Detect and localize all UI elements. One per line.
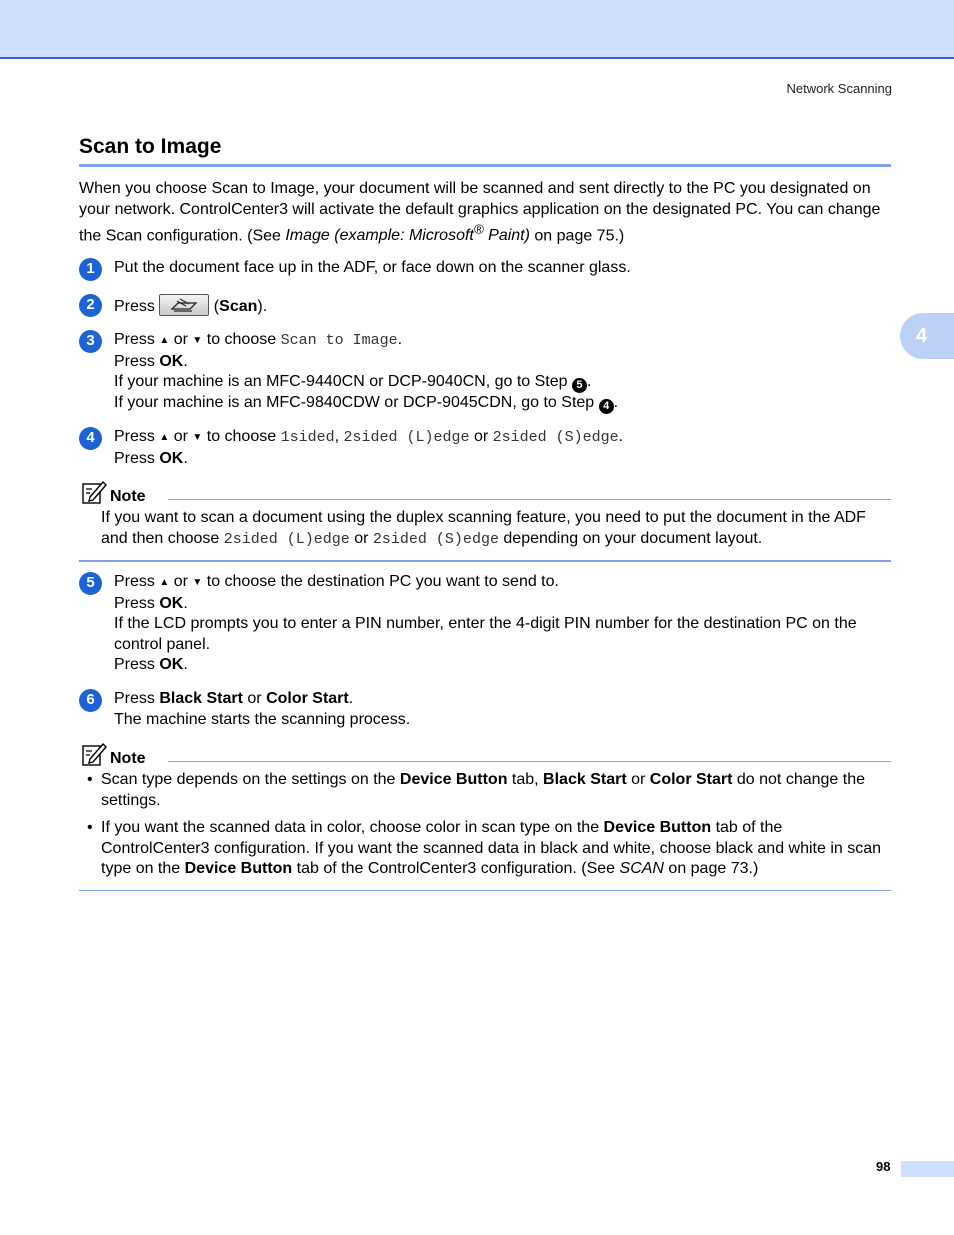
note-label: Note — [110, 750, 146, 767]
page-number-bar — [901, 1161, 954, 1177]
running-head: Network Scanning — [786, 81, 892, 96]
step-line: Press OK. — [114, 656, 188, 673]
step-line: Press OK. — [114, 449, 188, 467]
step-2 — [79, 294, 894, 318]
step-ref-badge: 5 — [572, 378, 587, 393]
up-arrow-icon: ▲ — [159, 432, 170, 443]
ok-key-label: OK — [159, 594, 184, 612]
black-start-key-label: Black Start — [159, 690, 243, 707]
step-line: If the LCD prompts you to enter a PIN number, enter the 4-digit PIN number for the destination PC on the control panel. — [114, 615, 857, 653]
header-band — [0, 0, 954, 59]
chapter-tab[interactable]: 4 — [900, 313, 954, 359]
step-text: Put the document face up in the ADF, or face down on the scanner glass. — [114, 259, 631, 276]
step-6 — [79, 689, 894, 730]
list-item: • Scan type depends on the settings on the Device Button tab, Black Start or Color Start do not change the settings. — [87, 771, 865, 809]
intro-paragraph: When you choose Scan to Image, your document will be scanned and sent directly to the PC you designated on your network. ControlCenter3 will activate the default graphics application on the designated PC. You can change the Scan configuration. (See Image (example: Microsoft® Paint) on page 75.) — [79, 180, 881, 245]
bullet-icon: • — [87, 771, 93, 788]
note-bullet-list — [87, 770, 891, 880]
lcd-option: 1sided — [280, 429, 335, 446]
scan-key-label: Scan — [219, 298, 258, 315]
page-number: 98 — [876, 1159, 891, 1174]
step-line: If your machine is an MFC-9440CN or DCP-9040CN, go to Step 5 . — [114, 373, 592, 391]
step-line: Press ▲ or ▼ to choose the destination PC you want to send to. — [114, 573, 559, 590]
step-5 — [79, 572, 894, 676]
step-1 — [79, 258, 894, 279]
lcd-option: Scan to Image — [280, 332, 398, 349]
down-arrow-icon: ▼ — [192, 432, 203, 443]
step-ref-badge: 4 — [599, 399, 614, 414]
cross-reference-link[interactable]: Image (example: Microsoft® Paint) — [285, 222, 530, 245]
color-start-key-label: Color Start — [266, 690, 349, 707]
note-box — [79, 747, 891, 891]
note-pencil-icon — [81, 741, 107, 767]
ok-key-label: OK — [159, 656, 184, 673]
lcd-option: 2sided (L)edge — [343, 429, 470, 446]
step-line: Press Black Start or Color Start. — [114, 690, 354, 707]
note-label: Note — [110, 488, 146, 505]
step-number-badge: 6 — [79, 689, 102, 712]
note-text: If you want to scan a document using the duplex scanning feature, you need to put the document in the ADF and then choose 2sided (L)edge or 2sided (S)edge depending on your document layout. — [101, 509, 866, 548]
lcd-option: 2sided (L)edge — [223, 530, 350, 548]
step-line: The machine starts the scanning process. — [114, 710, 411, 728]
step-number-badge: 1 — [79, 258, 102, 281]
step-line: Press ▲ or ▼ to choose 1sided, 2sided (L)edge or 2sided (S)edge. — [114, 428, 624, 446]
step-number-badge: 2 — [79, 294, 102, 317]
note-divider — [168, 761, 891, 762]
step-3 — [79, 330, 894, 414]
step-number-badge: 4 — [79, 427, 102, 450]
cross-reference-link[interactable]: SCAN — [619, 860, 664, 877]
ok-key-label: OK — [159, 352, 184, 370]
step-number-badge: 3 — [79, 330, 102, 353]
step-line: Press OK. — [114, 352, 188, 370]
step-number-badge: 5 — [79, 572, 102, 595]
section-title: Scan to Image — [79, 135, 891, 167]
lcd-option: 2sided (S)edge — [492, 429, 619, 446]
up-arrow-icon: ▲ — [159, 577, 170, 588]
step-line: Press OK. — [114, 594, 188, 612]
note-divider — [168, 499, 891, 500]
note-pencil-icon — [81, 479, 107, 505]
down-arrow-icon: ▼ — [192, 577, 203, 588]
ok-key-label: OK — [159, 449, 184, 467]
step-line: If your machine is an MFC-9840CDW or DCP-9045CDN, go to Step 4 . — [114, 393, 619, 412]
note-box — [79, 485, 891, 562]
bullet-icon: • — [87, 819, 93, 836]
step-4 — [79, 427, 894, 469]
step-line: Press ▲ or ▼ to choose Scan to Image. — [114, 331, 403, 349]
scan-button-icon — [159, 294, 209, 316]
list-item: • If you want the scanned data in color, choose color in scan type on the Device Button tab of the ControlCenter3 configuration. If you want the scanned data in black and white, choose black and white in scan type on the Device Button tab of the ControlCenter3 configuration. (See SCAN on page 73.) — [87, 819, 882, 877]
up-arrow-icon: ▲ — [159, 335, 170, 346]
lcd-option: 2sided (S)edge — [372, 530, 499, 548]
step-text: Press (Scan). — [114, 294, 894, 318]
down-arrow-icon: ▼ — [192, 335, 203, 346]
